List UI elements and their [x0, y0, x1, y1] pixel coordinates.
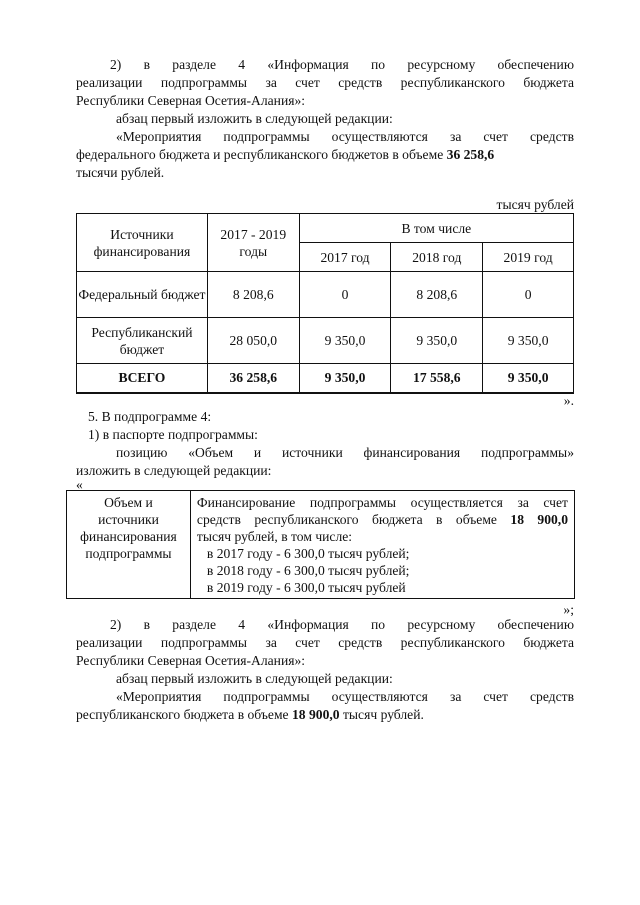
row-name: Федеральный бюджет: [77, 272, 208, 318]
row-total: 36 258,6: [207, 364, 299, 393]
b1-line1: 2) в разделе 4 «Информация по ресурсному обеспечению: [110, 57, 574, 72]
units-label: тысяч рублей: [496, 197, 574, 212]
b1-line7: тысячи рублей.: [76, 165, 165, 180]
b2-line3: позицию «Объем и источники финансирования подпрограммы»: [116, 445, 574, 460]
b3-line6-amount: 18 900,0: [292, 707, 340, 722]
passport-line6: в 2019 году - 6 300,0 тысяч рублей: [206, 580, 406, 595]
b1-line3: Республики Северная Осетия-Алания»:: [76, 93, 306, 108]
b2-line4: изложить в следующей редакции:: [76, 463, 272, 478]
header-including: В том числе: [299, 214, 573, 243]
passport-amount: 18 900,0: [510, 512, 568, 527]
b3-line5: «Мероприятия подпрограммы осуществляются за счет средств: [116, 689, 574, 704]
b3-line6: [76, 706, 574, 723]
row-2018: 9 350,0: [391, 318, 483, 364]
b3-line2: реализации подпрограммы за счет средств республиканского бюджета: [76, 635, 574, 650]
passport-line5: в 2018 году - 6 300,0 тысяч рублей;: [206, 563, 410, 578]
header-source: Источники финансирования: [77, 214, 208, 272]
b1-line2: реализации подпрограммы за счет средств республиканского бюджета: [76, 75, 574, 90]
b3-line3: Республики Северная Осетия-Алания»:: [76, 653, 306, 668]
b3-line6-text: республиканского бюджета в объеме: [76, 707, 292, 722]
row-name: ВСЕГО: [77, 364, 208, 393]
b1-line6-text: федерального бюджета и республиканского бюджетов в объеме: [76, 147, 447, 162]
passport-line1: Финансирование подпрограммы осуществляется за счет: [196, 495, 568, 510]
row-2017: 0: [299, 272, 391, 318]
b1-line6-amount: 36 258,6: [446, 147, 495, 162]
row-total: 8 208,6: [207, 272, 299, 318]
b1-line4: абзац первый изложить в следующей редакции:: [116, 111, 393, 126]
row-2018: 8 208,6: [391, 272, 483, 318]
financing-table: [76, 213, 574, 394]
open-quote: «: [76, 477, 83, 492]
passport-line2-text: средств республиканского бюджета в объеме: [196, 512, 511, 527]
close-quote-1: ».: [563, 393, 574, 408]
header-2017: 2017 год: [299, 243, 391, 272]
b2-line1: 5. В подпрограмме 4:: [88, 409, 212, 424]
b1-line6: [76, 146, 574, 163]
passport-line2: [191, 511, 574, 528]
row-2017: 9 350,0: [299, 318, 391, 364]
b3-line4: абзац первый изложить в следующей редакции:: [116, 671, 393, 686]
table-row-total: [77, 364, 574, 393]
b3-line1: 2) в разделе 4 «Информация по ресурсному обеспечению: [110, 617, 574, 632]
passport-right: [190, 491, 574, 599]
header-period: 2017 - 2019 годы: [207, 214, 299, 272]
passport-line3: тысяч рублей, в том числе:: [196, 529, 353, 544]
row-2019: 9 350,0: [483, 364, 574, 393]
passport-left-line: финансирования: [80, 529, 177, 544]
header-2019: 2019 год: [483, 243, 574, 272]
row-total: 28 050,0: [207, 318, 299, 364]
b3-line6-tail: тысяч рублей.: [339, 707, 424, 722]
row-2019: 9 350,0: [483, 318, 574, 364]
row-name: Республиканский бюджет: [77, 318, 208, 364]
close-quote-2: »;: [563, 602, 574, 617]
passport-left: [67, 491, 191, 599]
row-2017: 9 350,0: [299, 364, 391, 393]
row-2018: 17 558,6: [391, 364, 483, 393]
passport-left-line: Объем и: [104, 495, 153, 510]
table-row: [77, 272, 574, 318]
passport-line4: в 2017 году - 6 300,0 тысяч рублей;: [206, 546, 410, 561]
row-2019: 0: [483, 272, 574, 318]
passport-table: [66, 490, 575, 599]
table-row: [77, 318, 574, 364]
header-2018: 2018 год: [391, 243, 483, 272]
passport-left-line: подпрограммы: [85, 546, 172, 561]
b1-line5: «Мероприятия подпрограммы осуществляются за счет средств: [116, 129, 574, 144]
b2-line2: 1) в паспорте подпрограммы:: [88, 427, 258, 442]
passport-left-line: источники: [98, 512, 159, 527]
